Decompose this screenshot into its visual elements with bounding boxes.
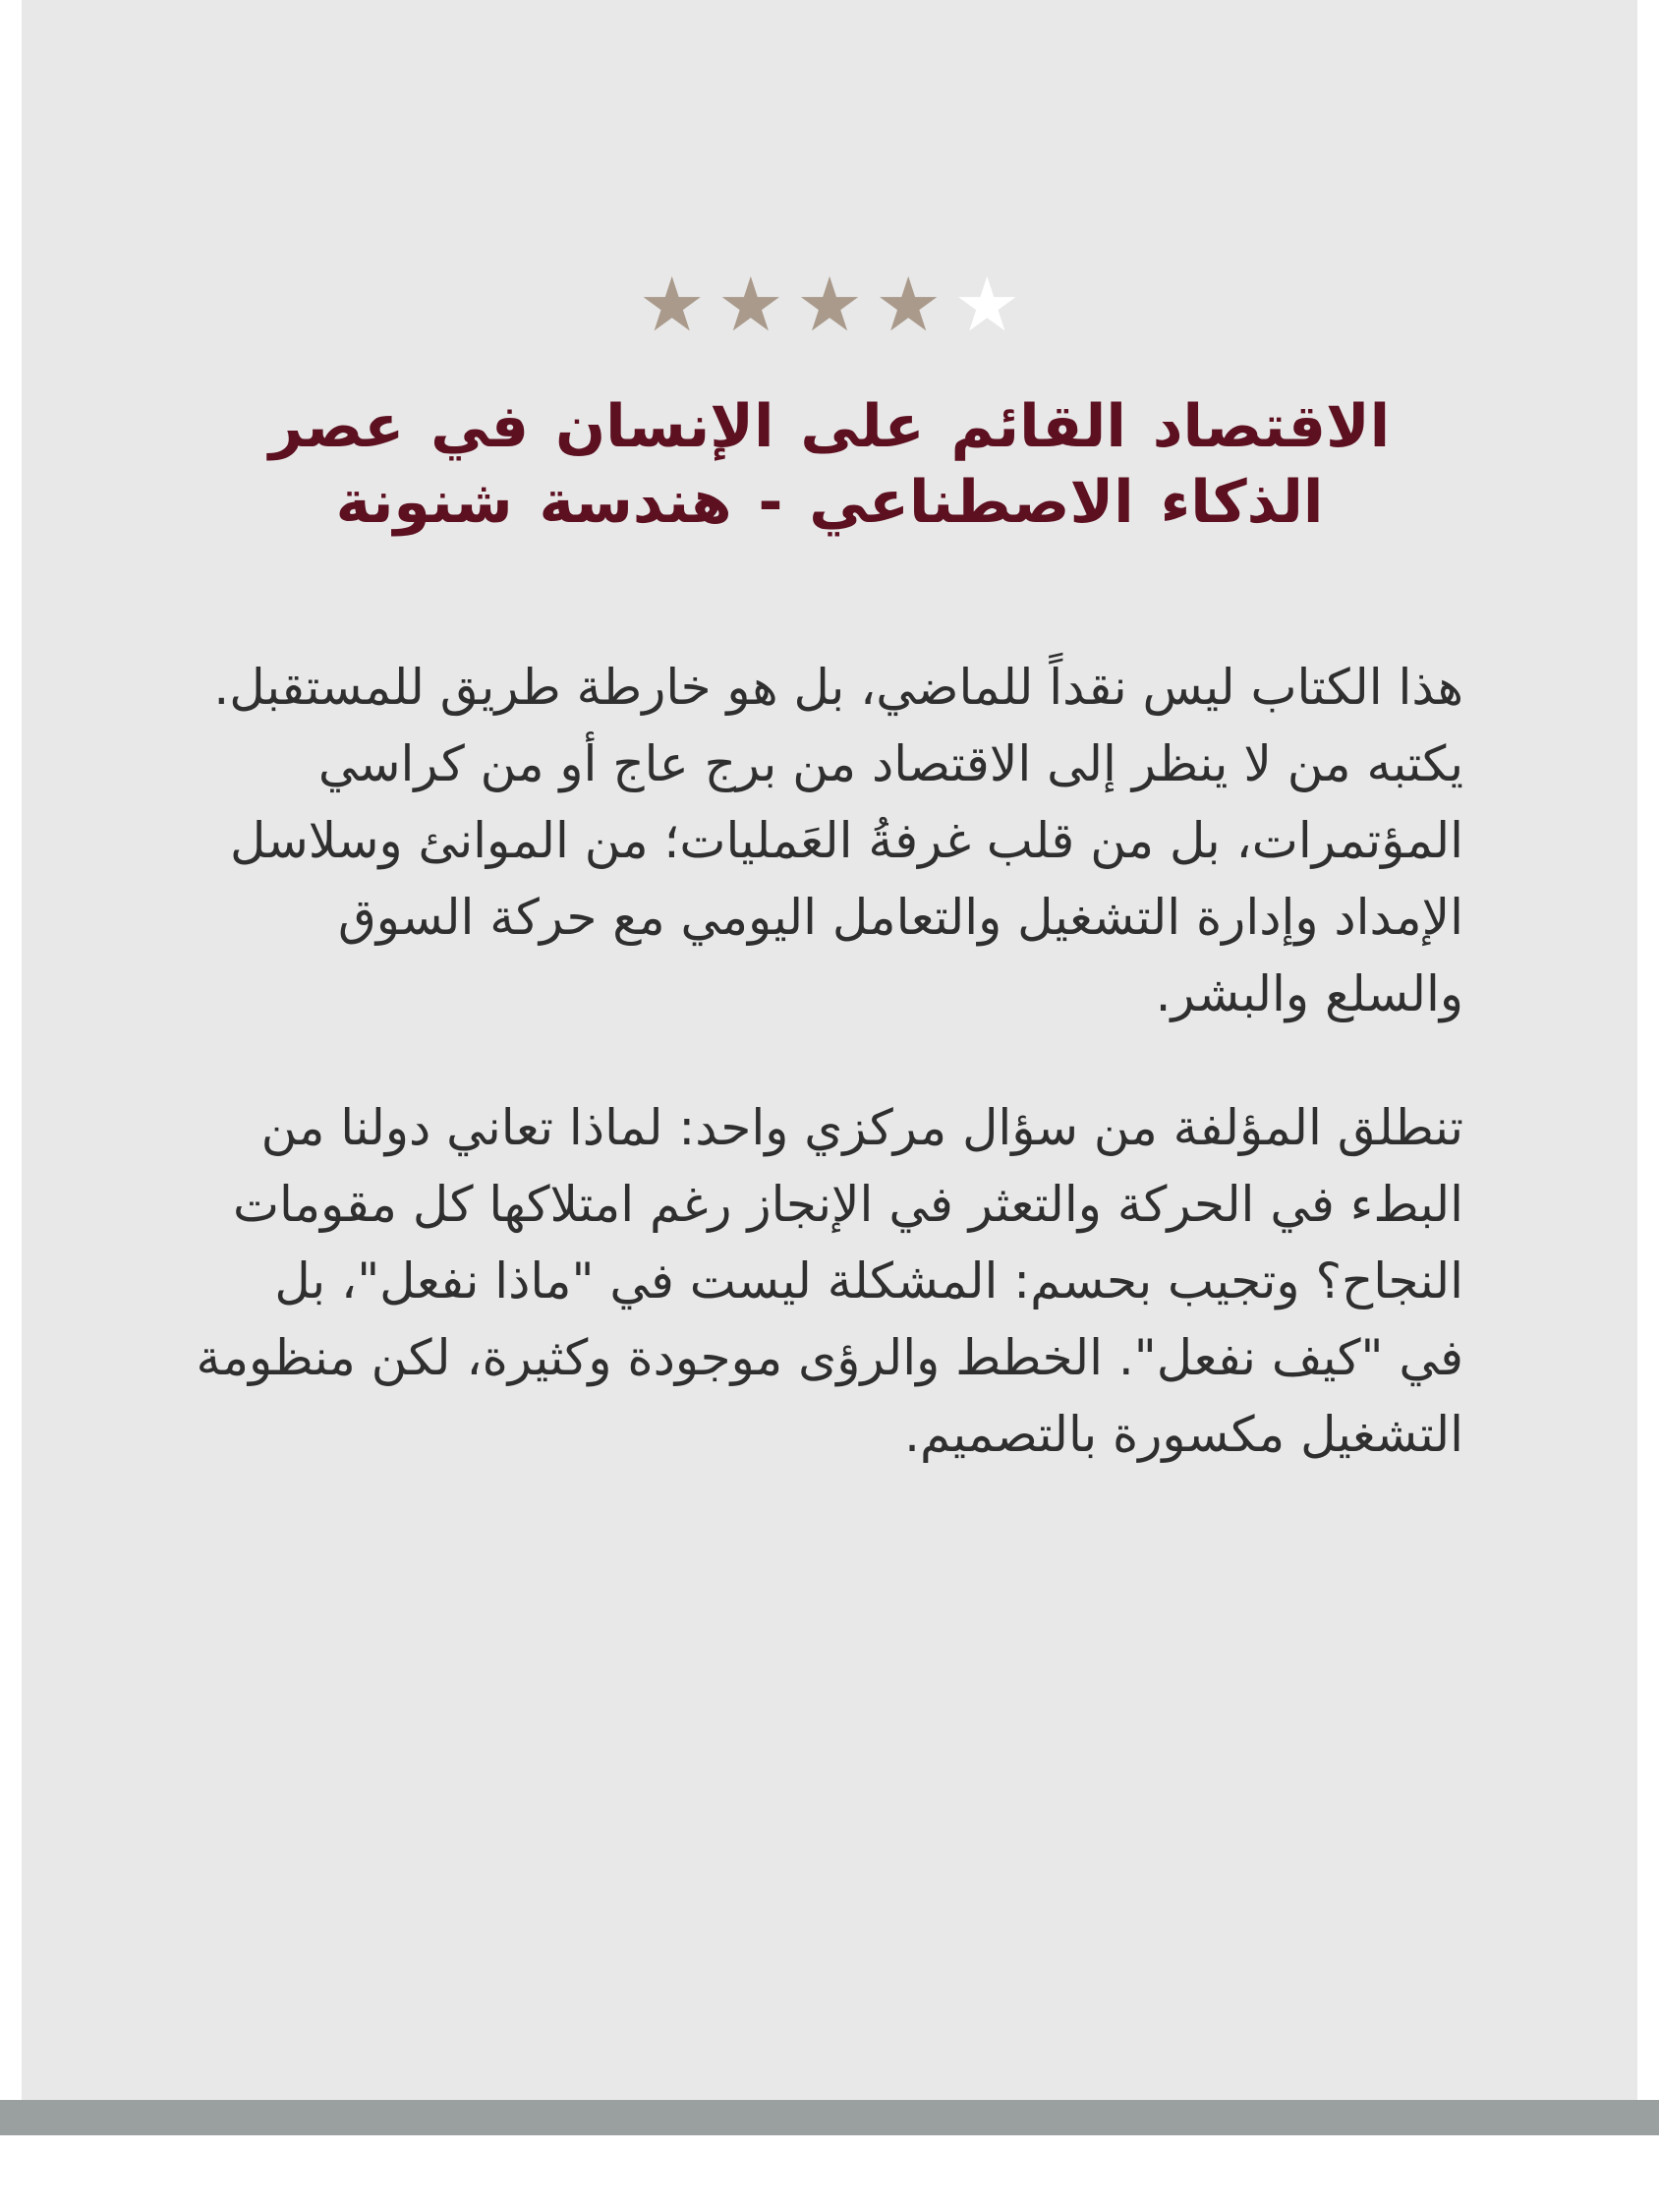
paragraph: هذا الكتاب ليس نقداً للماضي، بل هو خارطة طريق للمستقبل. يكتبه من لا ينظر إلى الاقتصاد من برج عاج أو من كراسي المؤتمرات، بل من قلب غرفةُ العَمليات؛ من الموانئ وسلاسل الإمداد وإدارة التشغيل والتعامل اليومي مع حركة السوق والسلع والبشر. [213, 658, 1463, 1022]
star-icon: ★ [638, 261, 706, 348]
star-icon: ★ [795, 261, 864, 348]
body-text [196, 649, 1463, 1473]
star-rating [638, 261, 1021, 348]
star-empty-icon: ★ [953, 261, 1021, 348]
paragraph: تنطلق المؤلفة من سؤال مركزي واحد: لماذا تعاني دولنا من البطء في الحركة والتعثر في الإنجاز رغم امتلاكها كل مقومات النجاح؟ وتجيب بحسم: المشكلة ليست في "ماذا نفعل"، بل في "كيف نفعل". الخطط والرؤى موجودة وكثيرة، لكن منظومة التشغيل مكسورة بالتصميم. [196, 1098, 1463, 1463]
footer-margin [0, 2135, 1659, 2212]
footer-bar [0, 2100, 1659, 2135]
star-icon: ★ [875, 261, 943, 348]
page-title: الاقتصاد القائم على الإنسان في عصر الذكاء الاصطناعي - هندسة شنونة [268, 392, 1391, 537]
star-icon: ★ [716, 261, 784, 348]
